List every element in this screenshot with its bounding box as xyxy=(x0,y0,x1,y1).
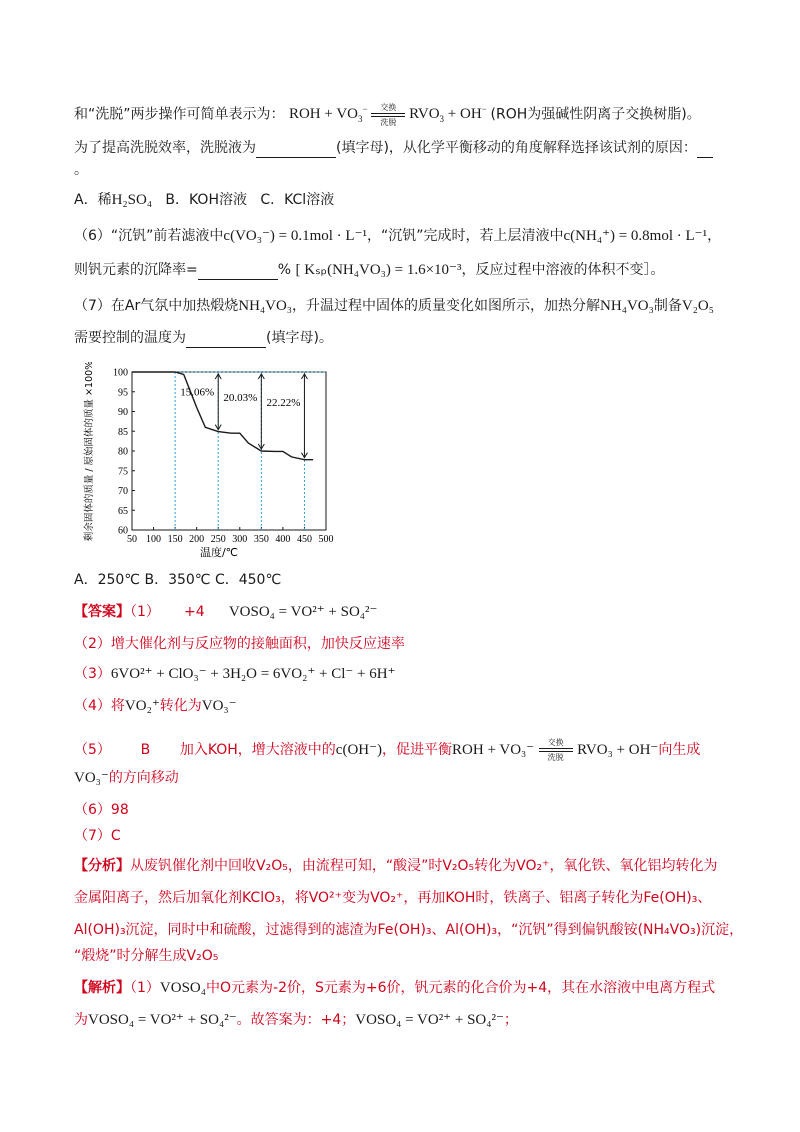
chart-svg xyxy=(74,362,334,562)
explanation-tag: 【解析】 xyxy=(74,980,130,996)
text-segment: （6）“沉钒”前若滤液中 xyxy=(74,228,224,244)
formula: VO₃⁻ xyxy=(201,698,237,714)
x-tick-label: 500 xyxy=(318,534,334,545)
mass-curve xyxy=(132,372,313,460)
arrow-top-label: 交换 xyxy=(547,738,564,747)
answer-blank[interactable] xyxy=(697,141,713,158)
text-segment: 则钒元素的沉降率= xyxy=(74,262,198,278)
question-line-3 xyxy=(74,160,88,180)
answer-number: （4）将 xyxy=(74,698,125,714)
answer-number: （3） xyxy=(74,666,111,682)
equation-right-2: + OH xyxy=(447,106,482,123)
answer-text: （2）增大催化剂与反应物的接触面积，加快反应速率 xyxy=(74,636,405,652)
text-segment: (填字母)，从化学平衡移动的角度解释选择该试剂的原因： xyxy=(336,140,697,156)
answer-line-6 xyxy=(74,800,129,820)
answer-line-7 xyxy=(74,826,121,846)
question-line-2 xyxy=(74,138,713,158)
x-tick-label: 300 xyxy=(232,534,248,545)
option-a: A．稀 xyxy=(74,192,112,208)
answer-text: ，促进平衡 xyxy=(382,742,453,758)
formula: c(OH⁻) xyxy=(335,742,383,758)
equation: VOSO₄ = VO²⁺ + SO₄²⁻ xyxy=(355,1012,504,1028)
x-tick-label: 200 xyxy=(189,534,205,545)
reversible-arrow-icon xyxy=(371,103,405,127)
analysis-text: Al(OH)₃沉淀，同时中和硫酸，过滤得到的滤渣为Fe(OH)₃、Al(OH)₃，“沉钒”得到偏钒酸铵(NH₄VO₃)沉淀， xyxy=(74,922,744,938)
answer-blank[interactable] xyxy=(198,263,278,280)
x-tick-label: 100 xyxy=(146,534,162,545)
formula: H₂SO₄ xyxy=(111,192,153,208)
annotation-label: 15.06% xyxy=(180,386,215,399)
answer-line-3 xyxy=(74,664,396,684)
equation-left: ROH + VO₃⁻ xyxy=(452,742,535,758)
answer-line-5b xyxy=(74,768,179,788)
text-segment: ，“沉钒”完成时，若上层清液中 xyxy=(367,228,564,244)
explanation-line-2 xyxy=(74,1010,518,1030)
analysis-line-2 xyxy=(74,888,711,908)
explanation-text: ； xyxy=(503,1012,518,1028)
equation-right: RVO₃ + OH⁻ xyxy=(577,742,659,758)
explanation-line-1 xyxy=(74,978,715,998)
explanation-text: 。故答案为：+4； xyxy=(236,1012,356,1028)
answer-tag: 【答案】 xyxy=(74,604,130,620)
x-tick-label: 250 xyxy=(210,534,226,545)
answer-blank[interactable] xyxy=(256,141,336,158)
y-tick-label: 75 xyxy=(118,466,128,478)
x-tick-label: 50 xyxy=(127,534,137,545)
formula: VOSO₄ xyxy=(159,980,206,996)
answer-text: 加入KOH，增大溶液中的 xyxy=(179,742,336,758)
question-line-7b xyxy=(74,328,333,348)
answer-blank[interactable] xyxy=(186,331,266,348)
answer-line-2 xyxy=(74,634,405,654)
explanation-text: 中O元素为-2价，S元素为+6价，钒元素的化合价为+4，其在水溶液中电离方程式 xyxy=(206,980,716,996)
question-line-7a xyxy=(74,296,714,316)
text-segment: (ROH为强碱性阴离子交换树脂)。 xyxy=(490,106,701,123)
question-line-6b xyxy=(74,260,664,280)
x-tick-label: 150 xyxy=(167,534,183,545)
answer-value: B xyxy=(140,742,151,758)
y-tick-label: 95 xyxy=(118,387,128,399)
y-axis-label: 剩余固体的质量 / 原始固体的质量 ×100% xyxy=(84,362,95,542)
answer-equation: 6VO²⁺ + ClO₃⁻ + 3H₂O = 6VO₂⁺ + Cl⁻ + 6H⁺ xyxy=(110,666,396,682)
equation-right: RVO xyxy=(409,106,440,123)
text-segment: 。 xyxy=(74,162,88,178)
explanation-text: （1） xyxy=(130,980,160,996)
text-segment: 为了提高洗脱效率，洗脱液为 xyxy=(74,140,256,156)
explanation-text: 为 xyxy=(74,1012,88,1028)
option-c: C．KCl溶液 xyxy=(260,192,335,208)
formula: VO₂⁺ xyxy=(124,698,160,714)
x-axis-label: 温度/℃ xyxy=(199,546,239,559)
answer-text: （7）C xyxy=(74,828,121,844)
temperature-options: A．250℃ B．350℃ C．450℃ xyxy=(74,572,282,588)
options-line-7 xyxy=(74,570,281,590)
answer-equation: VOSO₄ = VO²⁺ + SO₄²⁻ xyxy=(228,604,378,620)
annotation-label: 22.22% xyxy=(266,396,301,409)
arrow-top-label: 交换 xyxy=(380,103,397,112)
arrow-bottom-label: 洗脱 xyxy=(380,118,397,127)
analysis-line-3 xyxy=(74,920,743,940)
analysis-text: 从废钒催化剂中回收V₂O₅，由流程可知，“酸浸”时V₂O₅转化为VO₂⁺，氧化铁、氧化铝均转化为 xyxy=(130,858,718,874)
text-segment: % xyxy=(277,262,292,278)
formula: V₂O₅ xyxy=(681,298,714,314)
y-tick-label: 65 xyxy=(118,505,128,517)
y-tick-label: 70 xyxy=(118,486,128,497)
text-segment: (填字母)。 xyxy=(266,330,333,346)
text-segment: 需要控制的温度为 xyxy=(74,330,186,346)
ksp-formula: [ Kₛₚ(NH₄VO₃) = 1.6×10⁻³ xyxy=(295,262,462,278)
y-tick-label: 85 xyxy=(118,426,128,438)
mass-loss-chart xyxy=(74,362,334,562)
reversible-arrow-icon xyxy=(539,738,573,762)
formula: NH₄VO₃ xyxy=(600,298,654,314)
formula: c(NH₄⁺) = 0.8mol · L⁻¹ xyxy=(563,228,708,244)
text-segment: ，反应过程中溶液的体积不变］。 xyxy=(461,262,665,278)
analysis-text: 金属阳离子，然后加氧化剂KClO₃，将VO²⁺变为VO₂⁺，再加KOH时，铁离子、铝离子转化为Fe(OH)₃、 xyxy=(74,890,712,906)
answer-text: 向生成 xyxy=(658,742,701,758)
equation: VOSO₄ = VO²⁺ + SO₄²⁻ xyxy=(88,1012,237,1028)
annotation-label: 20.03% xyxy=(223,391,258,404)
options-line-5 xyxy=(74,190,334,210)
text-segment: （7）在Ar气氛中加热煅烧 xyxy=(74,298,239,314)
formula: VO₃⁻ xyxy=(74,770,109,786)
equation-left: ROH + VO xyxy=(288,106,358,123)
answer-text: 的方向移动 xyxy=(108,770,179,786)
question-line-1 xyxy=(74,103,701,127)
formula: NH₄VO₃ xyxy=(238,298,293,314)
answer-number: （5） xyxy=(74,742,111,758)
analysis-tag: 【分析】 xyxy=(74,858,130,874)
answer-line-5 xyxy=(74,738,700,762)
x-tick-label: 450 xyxy=(296,534,312,545)
analysis-line-4 xyxy=(74,946,218,966)
text-segment: ， xyxy=(707,228,722,244)
formula: c(VO₃⁻) = 0.1mol · L⁻¹ xyxy=(223,228,367,244)
y-tick-label: 100 xyxy=(113,367,128,379)
answer-number: （1） xyxy=(130,604,160,620)
answer-value: +4 xyxy=(184,604,205,620)
y-tick-label: 80 xyxy=(118,446,128,458)
y-tick-label: 60 xyxy=(118,525,128,537)
question-line-6a xyxy=(74,226,721,246)
text-segment: 制备 xyxy=(653,298,682,314)
x-tick-label: 400 xyxy=(275,534,291,545)
arrow-bottom-label: 洗脱 xyxy=(547,753,564,762)
answer-line-4 xyxy=(74,696,237,716)
answer-line-1 xyxy=(74,602,377,622)
analysis-text: “煅烧”时分解生成V₂O₅ xyxy=(74,948,219,964)
x-tick-label: 350 xyxy=(253,534,269,545)
answer-text: （6）98 xyxy=(74,802,129,818)
text-segment: 和“洗脱”两步操作可简单表示为： xyxy=(74,106,285,123)
y-tick-label: 90 xyxy=(118,407,128,418)
answer-text: 转化为 xyxy=(159,698,202,714)
option-b: B．KOH溶液 xyxy=(165,192,247,208)
text-segment: ，升温过程中固体的质量变化如图所示，加热分解 xyxy=(292,298,601,314)
ion-exchange-equation: ROH + $VO_3^-$ 交换 洗脱 $RVO_3 + OH^-$ xyxy=(288,103,487,127)
analysis-line-1 xyxy=(74,856,718,876)
